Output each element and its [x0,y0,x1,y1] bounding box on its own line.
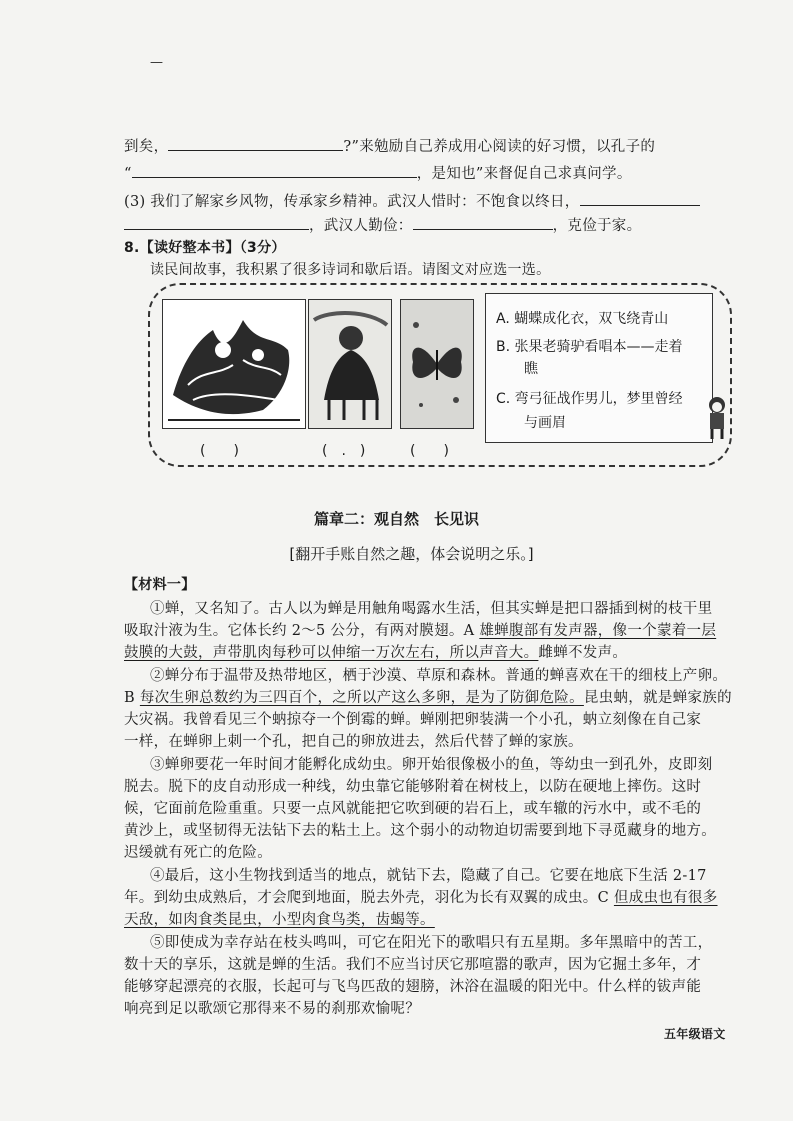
section-title: 篇章二：观自然 长见识 [313,510,479,528]
p5-line-2: 数十天的享乐，这就是蝉的生活。我们不应当讨厌它那喧嚣的歌声，因为它掘土多年，才 [124,957,702,973]
scan-mark: — [150,55,164,70]
p4-line-2: 年。到幼虫成熟后，才会爬到地面，脱去外壳，羽化为长有双翼的成虫。C 但成虫也有很多 [124,890,718,906]
answer-blank-3[interactable] [580,191,700,206]
q8-title: 8.【读好整本书】（3分） [124,240,286,256]
q7-line-1: 到矣， ?”来勉励自己养成用心阅读的好习惯，以孔子的 [124,135,655,156]
q8-instruction: 读民间故事，我积累了很多诗词和歇后语。请图文对应选一选。 [150,262,551,278]
p2-line-3: 大灾祸。我曾看见三个蚋掠夺一个倒霉的蝉。蝉刚把卵装满一个小孔，蚋立刻像在自己家 [124,712,702,728]
answer-blank-2[interactable] [132,163,417,178]
q7-line-2: “ ，是知也”来督促自己求真问学。 [124,162,632,183]
answer-paren-3[interactable]: ( ) [410,443,449,459]
donkey-rider-illustration-icon [308,299,392,429]
p1-line-2: 吸取汁液为生。它体长约 2～5 公分，有两对膜翅。A 雄蝉腹部有发声器，像一个蒙着一层 [124,623,717,639]
q8-options-box [485,293,713,443]
p1-line-1: ①蝉，又名知了。古人以为蝉是用触角喝露水生活，但其实蝉是把口器插到树的枝干里 [150,601,713,617]
section-subtitle: [翻开手账自然之趣，体会说明之乐。] [289,545,534,563]
answer-paren-2[interactable]: ( . ) [322,443,366,459]
p2-line-2: B 每次生卵总数约为三四百个，之所以产这么多卵，是为了防御危险。昆虫蚋，就是蝉家族的 [124,690,732,706]
material-heading: 【材料一】 [124,577,196,593]
cartoon-child-icon [704,395,730,441]
folk-scene-illustration-icon [162,299,306,429]
option-b: B. 张果老骑驴看唱本——走着 [496,339,683,355]
q7-line-4: ，武汉人勤俭： ，克俭于家。 [124,214,641,235]
p4-line-1: ④最后，这小生物找到适当的地点，就钻下去，隐藏了自己。它要在地底下生活 2-17 [150,868,707,884]
p3-line-1: ③蝉卵要花一年时间才能孵化成幼虫。卵开始很像极小的鱼，等幼虫一到孔外，皮即刻 [150,757,713,773]
option-c: C. 弯弓征战作男儿，梦里曾经 [496,391,683,407]
p2-line-4: 一样，在蝉卵上刺一个孔，把自己的卵放进去，然后代替了蝉的家族。 [124,734,583,750]
option-a: A. 蝴蝶成化衣，双飞绕青山 [496,311,669,327]
answer-blank-5[interactable] [413,215,553,230]
option-c-cont: 与画眉 [524,415,566,431]
p5-line-3: 能够穿起漂亮的衣服，长起可与飞鸟匹敌的翅膀，沐浴在温暖的阳光中。什么样的钹声能 [124,979,702,995]
answer-blank-4[interactable] [124,215,309,230]
p5-line-4: 响亮到足以歌颂它那得来不易的刹那欢愉呢？ [124,1001,420,1017]
answer-paren-1[interactable]: ( ) [200,443,239,459]
p3-line-4: 黄沙上，或坚韧得无法钻下去的粘土上。这个弱小的动物迫切需要到地下寻觅藏身的地方。 [124,823,716,839]
butterfly-illustration-icon [400,299,474,429]
p2-line-1: ②蝉分布于温带及热带地区，栖于沙漠、草原和森林。普通的蝉喜欢在干的细枝上产卵。 [150,668,728,684]
answer-blank-1[interactable] [168,136,343,151]
p5-line-1: ⑤即使成为幸存站在枝头鸣叫，可它在阳光下的歌唱只有五星期。多年黑暗中的苦工， [150,935,713,951]
p4-line-3: 天敌，如肉食类昆虫，小型肉食鸟类，齿蝎等。 [124,912,435,928]
page-footer: 五年级语文 [664,1027,726,1041]
p3-line-3: 候，它面前危险重重。只要一点风就能把它吹到硬的岩石上，或车辙的污水中，或不毛的 [124,801,702,817]
p3-line-5: 迟缓就有死亡的危险。 [124,845,272,861]
p1-line-3: 鼓膜的大鼓，声带肌肉每秒可以伸缩一万次左右，所以声音大。雌蝉不发声。 [124,645,628,661]
option-b-cont: 瞧 [524,361,538,377]
q7-line-3: (3) 我们了解家乡风物，传承家乡精神。武汉人惜时：不饱食以终日， [124,190,700,211]
p3-line-2: 脱去。脱下的皮自动形成一种线，幼虫靠它能够附着在树枝上，以防在硬地上摔伤。这时 [124,779,702,795]
